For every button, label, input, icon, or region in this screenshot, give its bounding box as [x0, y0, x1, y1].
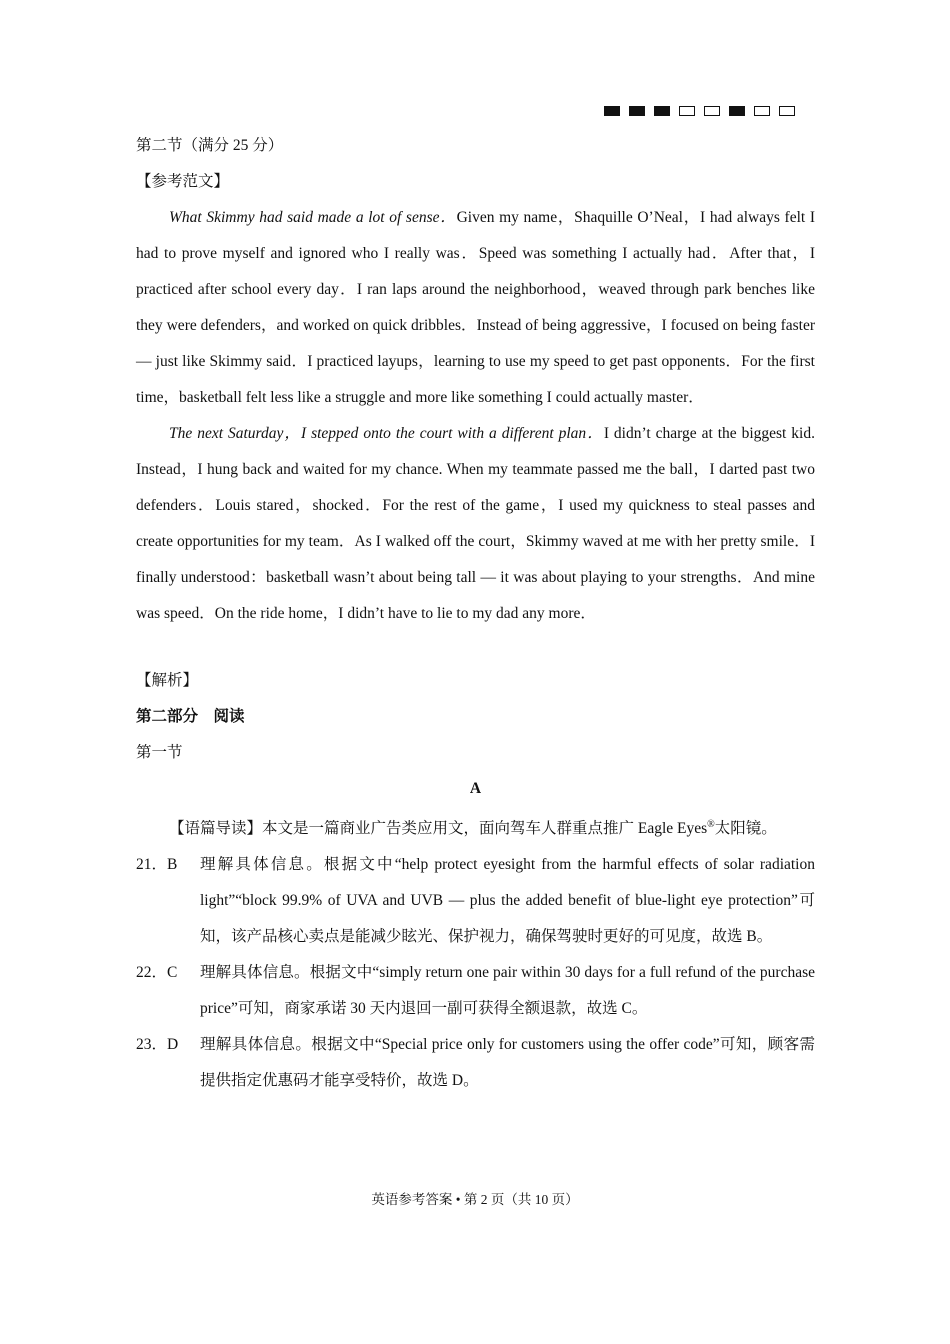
- answer-explanation: 理解具体信息。根据文中“simply return one pair within 30 days for a full refund of the purchase price”可知，商家承诺 30 天内退回一副可获得全额退款，故选 C。: [200, 964, 815, 1018]
- answer-item: [136, 955, 815, 1027]
- filled-square-mark: [604, 106, 620, 116]
- paragraph-lead: The next Saturday，I stepped onto the court with a different plan．: [169, 425, 604, 442]
- passage-letter: A: [469, 780, 482, 797]
- filled-square-mark: [629, 106, 645, 116]
- essay-paragraph-2: [136, 416, 815, 632]
- filled-square-mark: [729, 106, 745, 116]
- section-title: 第二节（满分 25 分）: [136, 137, 284, 154]
- answer-explanation: 理解具体信息。根据文中“Special price only for customers using the offer code”可知，顾客需提供指定优惠码才能享受特价，故选 D。: [200, 1036, 815, 1090]
- content: [136, 128, 815, 1099]
- paragraph-lead: What Skimmy had said made a lot of sense．: [169, 209, 457, 226]
- part-title: 第二部分 阅读: [136, 708, 245, 725]
- reference-label: 【参考范文】: [136, 173, 230, 190]
- page-footer: 英语参考答案 • 第 2 页（共 10 页）: [371, 1192, 579, 1207]
- answer-item: [136, 847, 815, 955]
- filled-square-mark: [654, 106, 670, 116]
- registered-mark: ®: [707, 819, 715, 830]
- passage-guide: [136, 807, 815, 847]
- analysis-label: 【解析】: [136, 672, 199, 689]
- header-marks: [604, 106, 795, 116]
- empty-square-mark: [679, 106, 695, 116]
- answer-number: 22．C: [136, 964, 178, 982]
- guide-text: 【语篇导读】本文是一篇商业广告类应用文，面向驾车人群重点推广 Eagle Eyes: [169, 820, 708, 838]
- empty-square-mark: [704, 106, 720, 116]
- answer-number: 21．B: [136, 856, 178, 874]
- answer-item: [136, 1027, 815, 1099]
- answer-explanation: 理解具体信息。根据文中“help protect eyesight from the harmful effects of solar radiation light”“block 99.9% of UVA and UVB — plus the added benefit of blue-light eye protection”可知，该产品核心卖点是能减少眩光、保护视力，确保驾驶时更好的可见度，故选 B。: [200, 856, 815, 946]
- guide-tail: 太阳镜。: [714, 820, 777, 838]
- essay-paragraph-1: [136, 200, 815, 416]
- paragraph-body: I didn’t charge at the biggest kid. Instead，I hung back and waited for my chance. When my teammate passed me the ball，I darted past two defenders．Louis stared，shocked．For the rest of the game，I used my quickness to steal passes and create opportunities for my team．As I walked off the court，Skimmy waved at me with her pretty smile．I finally understood：basketball wasn’t about being tall — it was about playing to your strengths．And mine was speed．On the ride home，I didn’t have to lie to my dad any more．: [136, 425, 815, 622]
- empty-square-mark: [779, 106, 795, 116]
- empty-square-mark: [754, 106, 770, 116]
- subsection-title: 第一节: [136, 744, 183, 761]
- answer-number: 23．D: [136, 1036, 179, 1054]
- paragraph-body: Given my name，Shaquille O’Neal，I had always felt I had to prove myself and ignored who I really was．Speed was something I actually had．After that，I practiced after school every day．I ran laps around the neighborhood，weaved through park benches like they were defenders，and worked on quick dribbles．Instead of being aggressive，I focused on being faster — just like Skimmy said．I practiced layups，learning to use my speed to get past opponents．For the first time，basketball felt less like a struggle and more like something I could actually master．: [136, 209, 815, 406]
